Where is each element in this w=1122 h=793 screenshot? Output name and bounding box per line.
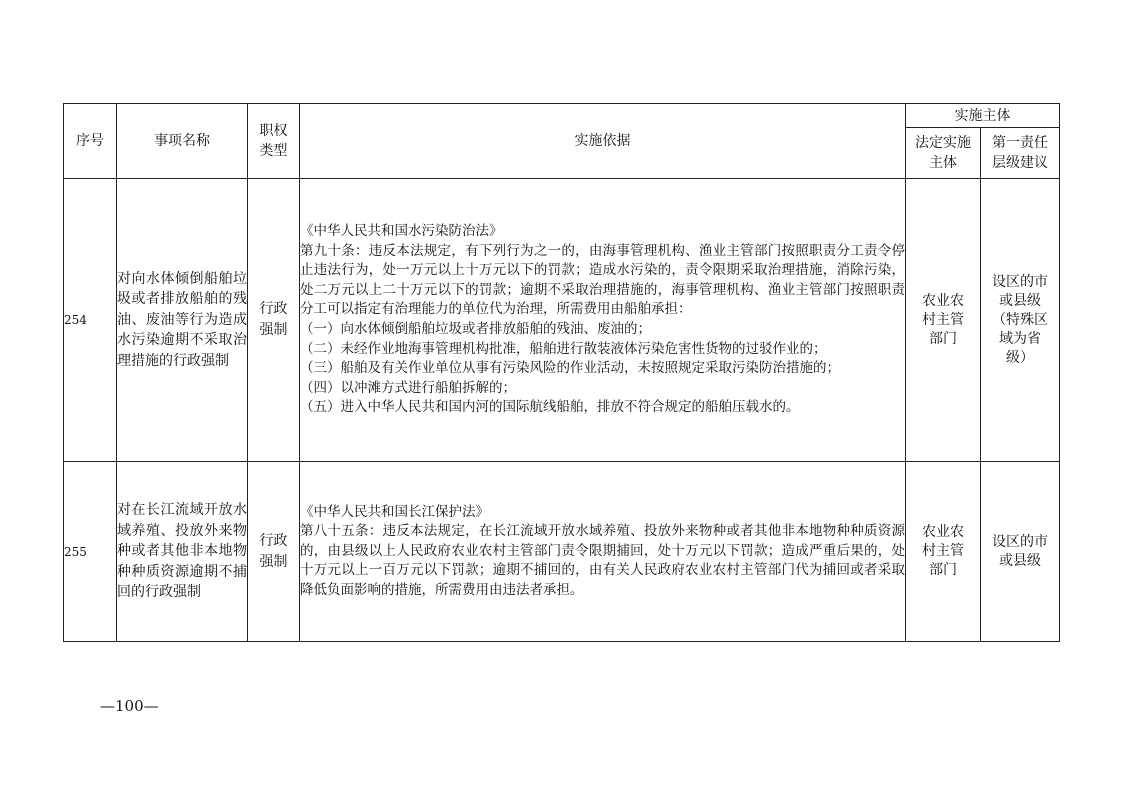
header-first-level — [981, 128, 1060, 179]
basis-item: （二）未经作业地海事管理机构批准，船舶进行散装液体污染危害性货物的过驳作业的； — [300, 340, 827, 357]
row-name: 对在长江流域开放水域养殖、投放外来物种或者其他非本地物种种质资源逾期不捕回的行政强制 — [117, 462, 248, 642]
row-legal-subject — [906, 179, 981, 462]
header-type-text: 职权类型 — [259, 123, 288, 159]
header-subject-group: 实施主体 — [906, 104, 1060, 128]
header-basis: 实施依据 — [300, 104, 906, 179]
basis-article: 第九十条：违反本法规定，有下列行为之一的，由海事管理机构、渔业主管部门按照职责分工责令停止违法行为，处一万元以上十万元以下的罚款；造成水污染的，责令限期采取治理措施，消除污染，处二万元以上二十万元以下的罚款；逾期不采取治理措施的，海事管理机构、渔业主管部门按照职责分工可以指定有治理能力的单位代为治理，所需费用由船舶承担： — [300, 242, 905, 318]
row-first-level — [981, 179, 1060, 462]
header-first-level-text: 第一责任层级建议 — [991, 135, 1048, 171]
row-basis — [300, 462, 906, 642]
header-type — [248, 104, 300, 179]
page-number: —100— — [100, 697, 159, 715]
row-type-text: 行政强制 — [259, 301, 288, 338]
basis-law-title: 《中华人民共和国长江保护法》 — [300, 503, 489, 520]
row-type — [248, 462, 300, 642]
row-first-level-text: 设区的市或县级（特殊区域为省级） — [991, 273, 1048, 366]
header-legal-subject-text: 法定实施主体 — [914, 135, 971, 171]
row-name: 对向水体倾倒船舶垃圾或者排放船舶的残油、废油等行为造成水污染逾期不采取治理措施的行政强制 — [117, 179, 248, 462]
basis-item: （三）船舶及有关作业单位从事有污染风险的作业活动，未按照规定采取污染防治措施的； — [300, 360, 840, 377]
row-seq: 255 — [64, 462, 117, 642]
basis-item: （一）向水体倾倒船舶垃圾或者排放船舶的残油、废油的； — [300, 321, 651, 337]
basis-article: 第八十五条：违反本法规定，在长江流域开放水域养殖、投放外来物种或者其他非本地物种种质资源的，由县级以上人民政府农业农村主管部门责令限期捕回，处十万元以下罚款；造成严重后果的，处十万元以上一百万元以下罚款；逾期不捕回的，由有关人民政府农业农村主管部门代为捕回或者采取降低负面影响的措施，所需费用由违法者承担。 — [300, 523, 905, 598]
basis-law-title: 《中华人民共和国水污染防治法》 — [300, 223, 503, 240]
row-first-level-text: 设区的市或县级 — [991, 533, 1048, 569]
basis-item: （四）以冲滩方式进行船舶拆解的； — [300, 379, 516, 396]
row-seq: 254 — [64, 179, 117, 462]
header-seq: 序号 — [64, 104, 117, 179]
table-row — [64, 179, 1060, 462]
row-first-level — [981, 462, 1060, 642]
row-type-text: 行政强制 — [259, 532, 288, 570]
table-row — [64, 462, 1060, 642]
row-legal-subject-text: 农业农村主管部门 — [921, 524, 964, 578]
enforcement-items-table — [63, 103, 1060, 642]
row-basis — [300, 179, 906, 462]
row-legal-subject — [906, 462, 981, 642]
row-legal-subject-text: 农业农村主管部门 — [921, 292, 964, 347]
basis-item: （五）进入中华人民共和国内河的国际航线船舶，排放不符合规定的船舶压载水的。 — [300, 399, 800, 416]
row-type — [248, 179, 300, 462]
header-name: 事项名称 — [117, 104, 248, 179]
header-legal-subject — [906, 128, 981, 179]
